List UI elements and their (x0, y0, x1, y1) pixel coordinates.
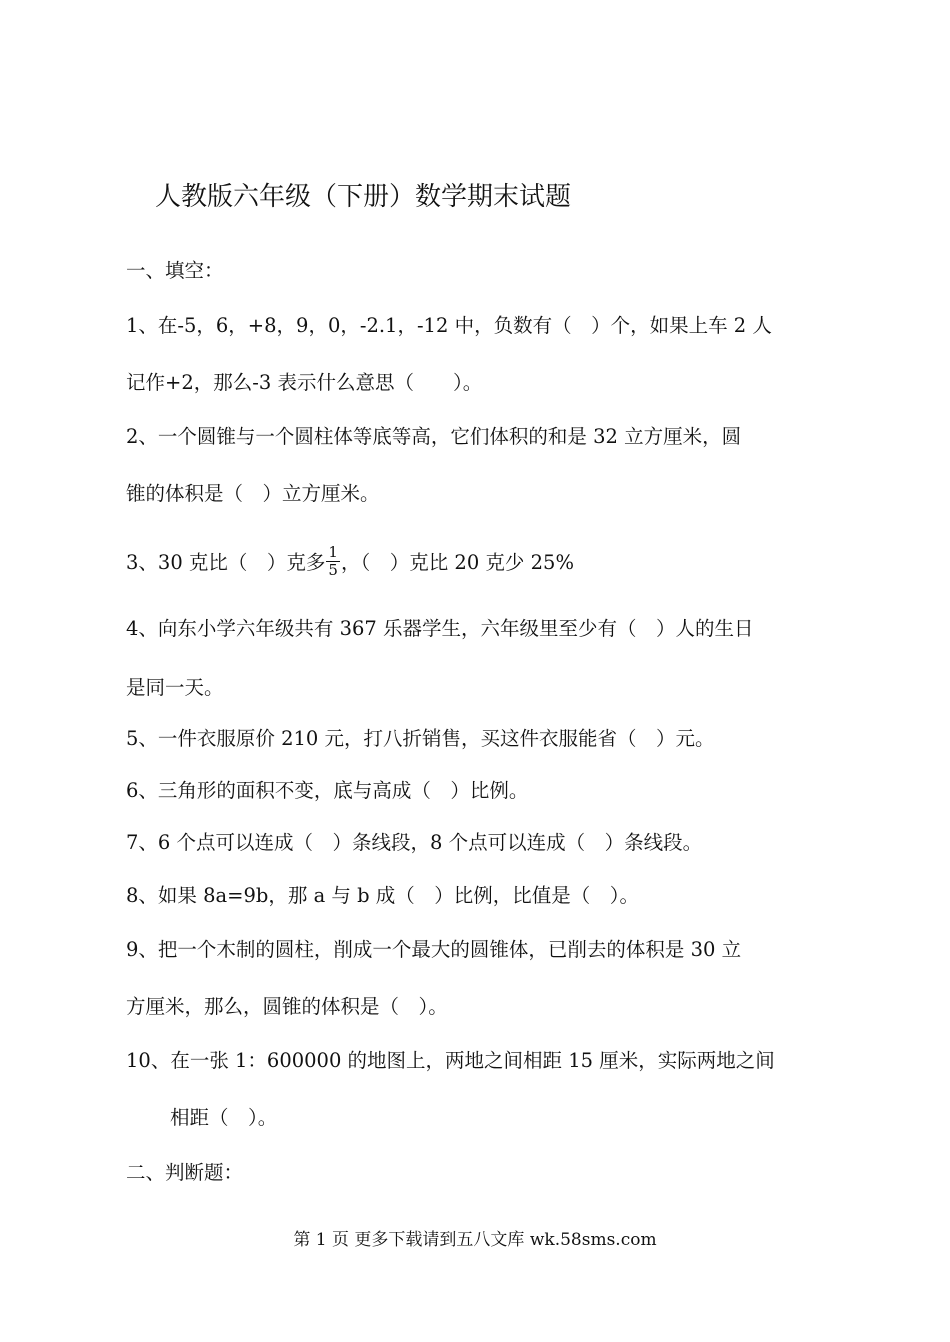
question-10-line-1: 10、在一张 1：600000 的地图上，两地之间相距 15 厘米，实际两地之间 (126, 1049, 775, 1072)
question-6: 6、三角形的面积不变，底与高成（ ）比例。 (126, 779, 529, 802)
question-2-line-1: 2、一个圆锥与一个圆柱体等底等高，它们体积的和是 32 立方厘米，圆 (126, 425, 742, 448)
fraction-numerator: 1 (328, 543, 338, 561)
question-1-line-1: 1、在-5，6，+8，9，0，-2.1，-12 中，负数有（ ）个，如果上车 2 人 (126, 314, 772, 337)
question-9-line-2: 方厘米，那么，圆锥的体积是（ ）。 (126, 995, 448, 1018)
page-footer: 第 1 页 更多下载请到五八文库 wk.58sms.com (293, 1230, 657, 1250)
question-2-line-2: 锥的体积是（ ）立方厘米。 (126, 482, 380, 505)
question-1-line-2: 记作+2，那么-3 表示什么意思（ ）。 (126, 371, 483, 394)
question-3 (126, 543, 574, 581)
fraction-denominator: 5 (328, 561, 338, 579)
question-9-line-1: 9、把一个木制的圆柱，削成一个最大的圆锥体，已削去的体积是 30 立 (126, 938, 742, 961)
question-4-line-1: 4、向东小学六年级共有 367 乐器学生，六年级里至少有（ ）人的生日 (126, 617, 754, 640)
question-3-part-2: ，（ ）克比 20 克少 25% (340, 551, 574, 574)
question-4-line-2: 是同一天。 (126, 676, 224, 699)
question-3-part-1: 3、30 克比（ ）克多 (126, 551, 326, 574)
question-8: 8、如果 8a=9b，那 a 与 b 成（ ）比例，比值是（ ）。 (126, 884, 640, 907)
question-7: 7、6 个点可以连成（ ）条线段，8 个点可以连成（ ）条线段。 (126, 831, 703, 854)
fraction (326, 544, 340, 579)
question-10-line-2: 相距（ ）。 (170, 1106, 278, 1129)
page-title: 人教版六年级（下册）数学期末试题 (155, 182, 572, 212)
section-true-false-heading: 二、判断题： (126, 1161, 244, 1184)
section-fill-blank-heading: 一、填空： (126, 259, 224, 282)
question-5: 5、一件衣服原价 210 元，打八折销售，买这件衣服能省（ ）元。 (126, 727, 715, 750)
